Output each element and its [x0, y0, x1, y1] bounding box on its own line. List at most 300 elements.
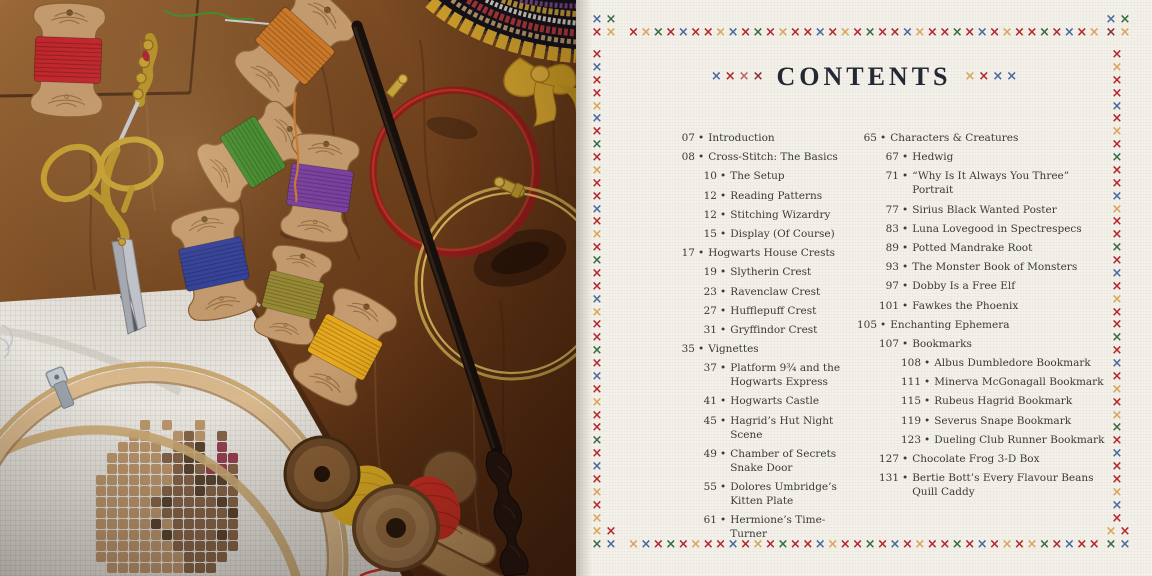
cross-stitch-x: ×: [951, 537, 963, 552]
cross-stitch-x: ×: [690, 537, 702, 552]
cross-stitch-x: ×: [591, 214, 603, 230]
cross-stitch-x: ×: [1111, 47, 1123, 62]
cross-stitch-x: ×: [591, 381, 603, 397]
cross-stitch-x: ×: [591, 98, 603, 114]
cross-stitch-x: ×: [738, 69, 750, 84]
cross-stitch-x: ×: [690, 25, 702, 40]
toc-entry: [675, 169, 853, 183]
cross-stitch-x: ×: [1105, 12, 1117, 27]
toc-entry: [675, 394, 853, 408]
stitch-border-top: [628, 27, 1100, 39]
toc-entry-label: Rubeus Hagrid Bookmark: [934, 395, 1073, 408]
cross-stitch-x: ×: [777, 537, 789, 552]
toc-entry: [853, 169, 1118, 197]
toc-entry-label: Introduction: [708, 132, 775, 144]
toc-bullet: •: [902, 453, 909, 465]
toc-bullet: •: [924, 395, 931, 408]
toc-bullet: •: [880, 318, 887, 331]
toc-entry-label: Ravenclaw Crest: [730, 285, 821, 298]
cross-stitch-x: ×: [789, 25, 801, 40]
toc-page-number: 37: [703, 362, 717, 375]
cross-stitch-x: ×: [591, 330, 603, 346]
toc-entry-label: Fawkes the Phoenix: [912, 299, 1019, 312]
toc-entry: [853, 241, 1118, 255]
title-stitch-decoration: [711, 71, 764, 83]
toc-entry: [675, 227, 853, 241]
toc-page-number: 65: [863, 132, 877, 144]
cross-stitch-x: ×: [964, 537, 976, 552]
cross-stitch-x: ×: [605, 12, 617, 27]
toc-entry-label: Stitching Wizardry: [730, 208, 831, 221]
cross-stitch-x: ×: [591, 446, 603, 462]
cross-stitch-x: ×: [591, 471, 603, 487]
cross-stitch-x: ×: [591, 291, 603, 307]
toc-entry: [675, 285, 853, 299]
cross-stitch-x: ×: [877, 537, 888, 552]
toc-page-number: 10: [703, 170, 717, 183]
toc-entry: [853, 433, 1118, 447]
toc-entry: [853, 318, 1118, 332]
toc-page-number: 12: [703, 189, 717, 202]
toc-page-number: 105: [856, 318, 877, 331]
toc-bullet: •: [720, 414, 727, 427]
cross-stitch-x: ×: [1111, 59, 1123, 75]
cross-stitch-x: ×: [665, 537, 677, 552]
cross-stitch-x: ×: [591, 175, 603, 191]
toc-page-number: 08: [681, 151, 695, 164]
cross-stitch-x: ×: [591, 59, 603, 75]
cross-stitch-x: ×: [1111, 162, 1123, 178]
toc-entry-label: Dueling Club Runner Bookmark: [934, 433, 1105, 446]
cross-stitch-x: ×: [1076, 25, 1088, 40]
toc-entry-label: Enchanting Ephemera: [890, 318, 1010, 331]
toc-bullet: •: [720, 227, 727, 240]
cross-stitch-x: ×: [591, 124, 603, 140]
cross-stitch-x: ×: [1111, 356, 1123, 371]
cross-stitch-x: ×: [652, 25, 664, 40]
toc-entry: [675, 246, 853, 260]
toc-page-number: 119: [900, 414, 921, 427]
toc-page-number: 41: [703, 395, 717, 408]
cross-stitch-x: ×: [1006, 69, 1018, 84]
toc-page-number: 77: [885, 203, 899, 216]
toc-page-number: 101: [878, 299, 899, 312]
cross-stitch-x: ×: [764, 25, 776, 40]
toc-entry: [853, 260, 1118, 274]
toc-entry-label: Cross-Stitch: The Basics: [708, 151, 838, 164]
cross-stitch-x: ×: [1111, 124, 1123, 140]
cross-stitch-x: ×: [591, 278, 603, 294]
cross-stitch-x: ×: [591, 227, 603, 243]
toc-page-number: 15: [703, 227, 717, 240]
cross-stitch-x: ×: [814, 25, 826, 40]
cross-stitch-x: ×: [591, 12, 603, 27]
toc-page-number: 108: [900, 357, 921, 370]
cross-stitch-x: ×: [1111, 240, 1123, 256]
cross-stitch-x: ×: [591, 25, 603, 40]
cross-stitch-x: ×: [591, 343, 603, 359]
toc-bullet: •: [720, 395, 727, 408]
cross-stitch-x: ×: [591, 394, 603, 410]
cross-stitch-x: ×: [677, 537, 689, 552]
cross-stitch-x: ×: [827, 537, 839, 552]
toc-entry: [675, 480, 853, 508]
cross-stitch-x: ×: [1111, 278, 1123, 294]
toc-column-left: [675, 131, 853, 546]
toc-page-number: 131: [878, 472, 899, 485]
cross-stitch-x: ×: [1111, 381, 1123, 397]
toc-entry: [675, 189, 853, 203]
cross-stitch-x: ×: [777, 25, 789, 40]
cross-stitch-x: ×: [1111, 111, 1123, 127]
toc-entry: [853, 375, 1118, 389]
cross-stitch-x: ×: [591, 201, 603, 217]
cross-stitch-x: ×: [1111, 420, 1123, 436]
cross-stitch-x: ×: [715, 537, 727, 552]
toc-bullet: •: [720, 189, 727, 202]
cross-stitch-x: ×: [1111, 175, 1123, 191]
cross-stitch-x: ×: [702, 537, 714, 552]
toc-bullet: •: [720, 208, 727, 221]
cross-stitch-x: ×: [802, 537, 814, 552]
cross-stitch-x: ×: [1105, 524, 1117, 539]
cross-stitch-x: ×: [901, 537, 913, 552]
cross-stitch-x: ×: [1111, 343, 1123, 359]
cross-stitch-x: ×: [591, 137, 603, 153]
toc-entry-label: Severus Snape Bookmark: [934, 414, 1072, 427]
contents-page: [576, 0, 1152, 576]
cross-stitch-x: ×: [1038, 537, 1050, 552]
cross-stitch-x: ×: [1105, 25, 1117, 40]
cross-stitch-x: ×: [1063, 537, 1075, 552]
cross-stitch-x: ×: [877, 25, 888, 40]
cross-stitch-x: ×: [964, 69, 976, 84]
cross-stitch-x: ×: [1088, 537, 1100, 552]
toc-entry-label: Dobby Is a Free Elf: [912, 280, 1016, 293]
toc-bullet: •: [902, 203, 909, 216]
toc-entry: [675, 131, 853, 145]
toc-entry: [853, 222, 1118, 236]
toc-page-number: 123: [900, 433, 921, 446]
toc-bullet: •: [902, 280, 909, 293]
cross-stitch-x: ×: [591, 253, 603, 268]
cross-stitch-x: ×: [1051, 537, 1063, 552]
toc-bullet: •: [924, 414, 931, 427]
toc-page-number: 67: [885, 151, 899, 164]
toc-page-number: 45: [703, 414, 717, 427]
toc-entry-label: Slytherin Crest: [730, 266, 812, 279]
toc-page-number: 19: [703, 266, 717, 279]
toc-bullet: •: [698, 343, 705, 356]
toc-entry: [675, 361, 853, 389]
toc-bullet: •: [698, 132, 705, 144]
toc-entry: [853, 299, 1118, 313]
toc-entry: [853, 394, 1118, 408]
cross-stitch-x: ×: [1063, 25, 1075, 40]
cross-stitch-x: ×: [652, 537, 664, 552]
cross-stitch-x: ×: [710, 69, 722, 84]
toc-entry-label: Luna Lovegood in Spectrespecs: [912, 222, 1082, 235]
toc-bullet: •: [902, 170, 909, 183]
toc-entry-label: Reading Patterns: [730, 189, 823, 202]
cross-stitch-x: ×: [591, 47, 603, 62]
toc-bullet: •: [698, 151, 705, 164]
cross-stitch-x: ×: [1111, 214, 1123, 230]
toc-bullet: •: [720, 304, 727, 317]
toc-entry-label: Gryffindor Crest: [730, 323, 818, 336]
cross-stitch-x: ×: [939, 537, 951, 552]
toc-entry: [675, 208, 853, 222]
cross-stitch-x: ×: [1111, 394, 1123, 410]
toc-entry-label: Characters & Creatures: [890, 132, 1019, 144]
cross-stitch-x: ×: [591, 356, 603, 371]
cross-stitch-x: ×: [1111, 85, 1123, 101]
cross-stitch-x: ×: [1111, 304, 1123, 320]
cross-stitch-x: ×: [1111, 330, 1123, 346]
toc-entry-label: Potted Mandrake Root: [912, 241, 1033, 254]
cross-stitch-x: ×: [1119, 12, 1131, 27]
cross-stitch-x: ×: [591, 497, 603, 513]
title-stitch-decoration: [965, 71, 1018, 83]
cross-stitch-x: ×: [591, 150, 603, 165]
cross-stitch-x: ×: [591, 304, 603, 320]
cross-stitch-x: ×: [951, 25, 963, 40]
cross-stitch-x: ×: [1026, 25, 1038, 40]
toc-entry-label: Hagrid’s Hut Night Scene: [730, 414, 834, 441]
toc-bullet: •: [924, 376, 931, 389]
toc-bullet: •: [902, 241, 909, 254]
toc-bullet: •: [902, 151, 909, 164]
page-title: CONTENTS: [776, 62, 952, 91]
cross-stitch-x: ×: [752, 25, 764, 40]
cross-stitch-x: ×: [591, 484, 603, 500]
cross-stitch-x: ×: [740, 537, 751, 552]
cross-stitch-x: ×: [1111, 510, 1123, 526]
cross-stitch-x: ×: [1111, 265, 1123, 281]
cross-stitch-x: ×: [1111, 446, 1123, 462]
toc-entry: [675, 342, 853, 356]
toc-entry: [853, 279, 1118, 293]
cross-stitch-x: ×: [1111, 433, 1123, 449]
cross-stitch-x: ×: [1111, 98, 1123, 114]
toc-entry-label: Minerva McGonagall Bookmark: [934, 376, 1104, 389]
cross-stitch-x: ×: [591, 368, 603, 384]
cross-stitch-x: ×: [1119, 524, 1131, 539]
cross-stitch-x: ×: [976, 537, 988, 552]
cross-stitch-x: ×: [978, 69, 990, 84]
toc-entry-label: Platform 9¾ and the Hogwarts Express: [730, 362, 841, 389]
toc-entry-label: The Monster Book of Monsters: [912, 261, 1078, 274]
toc-entry: [853, 356, 1118, 370]
cross-stitch-x: ×: [1051, 25, 1063, 40]
cross-stitch-x: ×: [591, 72, 603, 88]
toc-bullet: •: [720, 447, 727, 460]
cross-stitch-x: ×: [827, 25, 839, 40]
cross-stitch-x: ×: [591, 188, 603, 204]
toc-bullet: •: [720, 323, 727, 336]
toc-entry-label: Hogwarts Castle: [730, 395, 820, 408]
cross-stitch-x: ×: [628, 25, 639, 40]
toc-entry: [675, 513, 853, 541]
toc-page-number: 61: [703, 514, 717, 527]
cross-stitch-x: ×: [1111, 459, 1123, 474]
cross-stitch-x: ×: [901, 25, 913, 40]
toc-bullet: •: [902, 299, 909, 312]
cross-stitch-x: ×: [591, 459, 603, 474]
cross-stitch-x: ×: [914, 25, 926, 40]
toc-page-number: 111: [900, 376, 921, 389]
toc-page-number: 71: [885, 170, 899, 183]
cross-stitch-x: ×: [1014, 25, 1025, 40]
toc-entry-label: Chocolate Frog 3-D Box: [912, 453, 1040, 465]
cross-stitch-x: ×: [1111, 227, 1123, 243]
toc-entry: [853, 414, 1118, 428]
toc-page-number: 89: [885, 241, 899, 254]
cross-stitch-x: ×: [939, 25, 951, 40]
stitch-border-corner: [1104, 14, 1132, 39]
toc-entry-label: Sirius Black Wanted Poster: [912, 203, 1057, 216]
cross-stitch-x: ×: [1119, 537, 1131, 552]
cross-stitch-x: ×: [1088, 25, 1100, 40]
cross-stitch-x: ×: [727, 537, 739, 552]
cross-stitch-x: ×: [752, 69, 764, 84]
cross-stitch-x: ×: [591, 510, 603, 526]
cross-stitch-x: ×: [764, 537, 776, 552]
cross-stitch-x: ×: [926, 25, 938, 40]
cross-stitch-x: ×: [1111, 137, 1123, 153]
toc-entry-label: Hedwig: [912, 151, 954, 164]
cross-stitch-x: ×: [1111, 317, 1123, 333]
cross-stitch-x: ×: [989, 25, 1001, 40]
toc-bullet: •: [720, 514, 727, 527]
table-of-contents: [675, 131, 1118, 546]
toc-bullet: •: [720, 481, 727, 493]
cross-stitch-x: ×: [677, 25, 689, 40]
cross-stitch-x: ×: [591, 433, 603, 449]
cross-stitch-x: ×: [724, 69, 736, 84]
page-title-row: [576, 59, 1152, 92]
cross-stitch-x: ×: [591, 111, 603, 127]
toc-bullet: •: [720, 362, 727, 375]
toc-page-number: 31: [703, 323, 717, 336]
cross-stitch-x: ×: [814, 537, 826, 552]
cross-stitch-x: ×: [591, 265, 603, 281]
cross-stitch-x: ×: [1111, 497, 1123, 513]
cross-stitch-x: ×: [591, 420, 603, 436]
toc-entry: [675, 150, 853, 164]
toc-bullet: •: [924, 433, 931, 446]
cross-stitch-x: ×: [839, 25, 851, 40]
cross-stitch-x: ×: [1014, 537, 1025, 552]
cross-stitch-x: ×: [1119, 25, 1131, 40]
cross-stitch-x: ×: [1111, 72, 1123, 88]
toc-entry-label: Albus Dumbledore Bookmark: [934, 357, 1091, 370]
cross-stitch-x: ×: [1001, 25, 1013, 40]
cross-stitch-x: ×: [864, 537, 876, 552]
cross-stitch-x: ×: [1111, 484, 1123, 500]
toc-bullet: •: [902, 261, 909, 274]
toc-entry: [675, 447, 853, 475]
toc-page-number: 107: [878, 337, 899, 350]
toc-entry: [675, 414, 853, 442]
cross-stitch-x: ×: [1111, 201, 1123, 217]
toc-bullet: •: [720, 170, 727, 183]
cross-stitch-x: ×: [591, 317, 603, 333]
toc-page-number: 49: [703, 447, 717, 460]
stitch-border-left: [590, 49, 604, 525]
toc-bullet: •: [924, 357, 931, 370]
toc-page-number: 83: [885, 222, 899, 235]
toc-bullet: •: [698, 247, 705, 260]
toc-page-number: 07: [681, 132, 695, 144]
toc-page-number: 127: [878, 453, 899, 465]
cross-stitch-x: ×: [665, 25, 677, 40]
cross-stitch-x: ×: [1111, 253, 1123, 268]
toc-page-number: 93: [885, 261, 899, 274]
toc-entry-label: Bookmarks: [912, 337, 972, 350]
cross-stitch-x: ×: [964, 25, 976, 40]
cross-stitch-x: ×: [702, 25, 714, 40]
cross-stitch-x: ×: [628, 537, 639, 552]
toc-entry-label: Hermione’s Time-Turner: [730, 514, 826, 541]
cross-stitch-x: ×: [591, 524, 603, 539]
cross-stitch-x: ×: [852, 537, 864, 552]
toc-entry: [675, 323, 853, 337]
cross-stitch-x: ×: [1111, 188, 1123, 204]
cross-stitch-x: ×: [591, 240, 603, 256]
toc-entry: [675, 265, 853, 279]
cross-stitch-x: ×: [740, 25, 751, 40]
toc-entry-label: Hufflepuff Crest: [730, 304, 817, 317]
toc-bullet: •: [720, 285, 727, 298]
toc-page-number: 23: [703, 285, 717, 298]
cross-stitch-x: ×: [789, 537, 801, 552]
toc-bullet: •: [902, 472, 909, 485]
cross-stitch-x: ×: [727, 25, 739, 40]
cross-stitch-x: ×: [1105, 537, 1117, 552]
cross-stitch-x: ×: [914, 537, 926, 552]
toc-page-number: 17: [681, 247, 695, 260]
cross-stitch-x: ×: [1038, 25, 1050, 40]
cross-stitch-x: ×: [640, 537, 652, 552]
cross-stitch-x: ×: [889, 537, 901, 552]
cross-stitch-x: ×: [1111, 291, 1123, 307]
cross-stitch-x: ×: [1111, 368, 1123, 384]
cross-stitch-x: ×: [992, 69, 1004, 84]
cross-stitch-x: ×: [852, 25, 864, 40]
toc-page-number: 115: [900, 395, 921, 408]
toc-column-right: [853, 131, 1118, 546]
toc-entry-label: Dolores Umbridge’s Kitten Plate: [730, 481, 837, 507]
toc-entry-label: Hogwarts House Crests: [708, 247, 836, 260]
toc-page-number: 35: [681, 343, 695, 356]
toc-page-number: 97: [885, 280, 899, 293]
cross-stitch-x: ×: [989, 537, 1001, 552]
toc-entry: [853, 471, 1118, 499]
toc-entry-label: Chamber of Secrets Snake Door: [730, 447, 837, 474]
toc-bullet: •: [720, 266, 727, 279]
cross-stitch-x: ×: [605, 25, 617, 40]
stitch-border-corner: [590, 526, 618, 551]
toc-entry: [853, 452, 1118, 466]
cross-stitch-x: ×: [640, 25, 652, 40]
cross-stitch-x: ×: [1076, 537, 1088, 552]
toc-entry: [675, 304, 853, 318]
cross-stitch-x: ×: [591, 407, 603, 423]
toc-entry-label: Bertie Bott’s Every Flavour Beans Quill Caddy: [912, 472, 1094, 499]
toc-entry: [853, 203, 1118, 217]
cross-stitch-x: ×: [1111, 150, 1123, 165]
